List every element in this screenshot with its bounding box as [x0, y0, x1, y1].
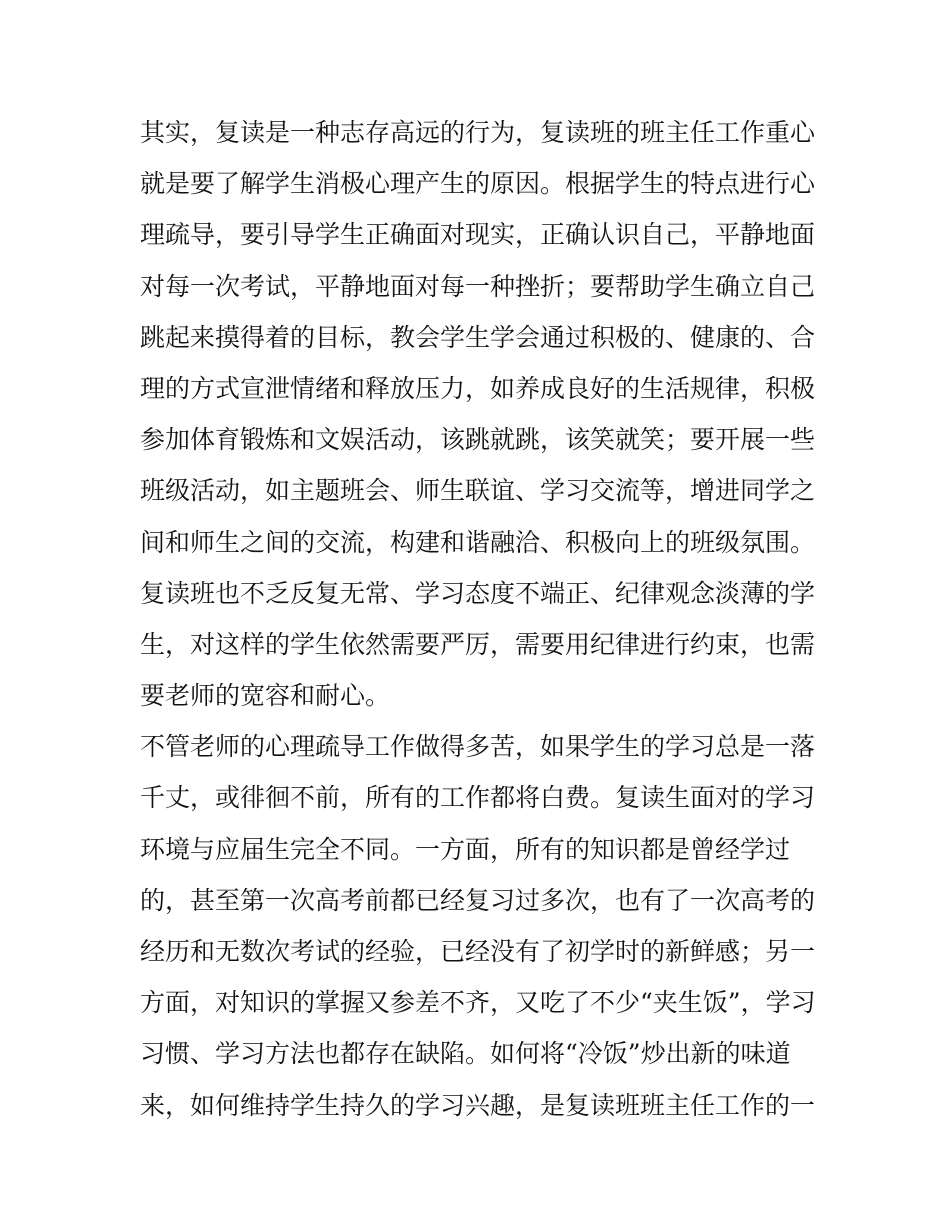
text-line: 对每一次考试，平静地面对每一种挫折；要帮助学生确立自己	[140, 271, 816, 301]
text-line: 复读班也不乏反复无常、学习态度不端正、纪律观念淡薄的学	[140, 578, 816, 608]
text-line: 理的方式宣泄情绪和释放压力，如养成良好的生活规律，积极	[140, 373, 816, 403]
text-line: 就是要了解学生消极心理产生的原因。根据学生的特点进行心	[140, 169, 816, 199]
text-line: 理疏导，要引导学生正确面对现实，正确认识自己，平静地面	[140, 220, 816, 250]
text-line: 生，对这样的学生依然需要严厉，需要用纪律进行约束，也需	[140, 629, 816, 659]
text-line: 参加体育锻炼和文娱活动，该跳就跳，该笑就笑；要开展一些	[140, 425, 816, 455]
text-line: 环境与应届生完全不同。一方面，所有的知识都是曾经学过	[140, 834, 791, 864]
body-text	[140, 107, 820, 1131]
text-line: 方面，对知识的掌握又参差不齐，又吃了不少“夹生饭”，学习	[140, 988, 816, 1018]
text-line: 跳起来摸得着的目标，教会学生学会通过积极的、健康的、合	[140, 322, 816, 352]
text-line: 其实，复读是一种志存高远的行为，复读班的班主任工作重心	[140, 118, 816, 147]
text-line: 习惯、学习方法也都存在缺陷。如何将“冷饭”炒出新的味道	[140, 1039, 791, 1069]
text-line: 的，甚至第一次高考前都已经复习过多次，也有了一次高考的	[140, 885, 816, 915]
text-line: 经历和无数次考试的经验，已经没有了初学时的新鲜感；另一	[140, 937, 816, 966]
text-line: 间和师生之间的交流，构建和谐融洽、积极向上的班级氛围。	[140, 527, 816, 557]
text-line: 不管老师的心理疏导工作做得多苦，如果学生的学习总是一落	[140, 732, 816, 762]
text-line: 千丈，或徘徊不前，所有的工作都将白费。复读生面对的学习	[140, 783, 816, 813]
text-line: 来，如何维持学生持久的学习兴趣，是复读班班主任工作的一	[140, 1090, 816, 1120]
text-line: 要老师的宽容和耐心。	[140, 681, 391, 711]
text-line: 班级活动，如主题班会、师生联谊、学习交流等，增进同学之	[140, 476, 816, 506]
